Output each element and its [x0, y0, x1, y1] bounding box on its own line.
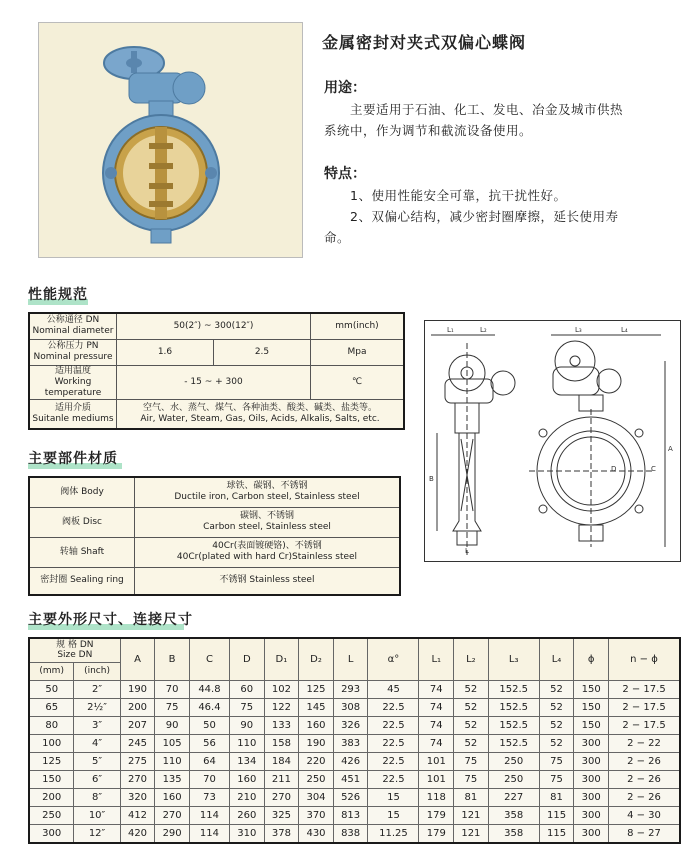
table-cell: 300: [574, 824, 609, 843]
part-material: 球铁、碳钢、不锈钢 Ductile iron, Carbon steel, Stainless steel: [135, 477, 401, 507]
table-cell: 15: [368, 806, 419, 824]
cell-value: 50(2″) ~ 300(12″): [117, 313, 311, 339]
svg-text:L₂: L₂: [480, 326, 487, 334]
col-header: C: [189, 638, 229, 680]
table-row: [29, 716, 680, 734]
col-header: L₃: [488, 638, 539, 680]
col-header: A: [120, 638, 155, 680]
table-cell: 293: [333, 680, 368, 698]
table-cell: 12″: [74, 824, 120, 843]
table-cell: 122: [264, 698, 299, 716]
table-cell: 2 − 17.5: [609, 698, 681, 716]
table-row: [29, 507, 400, 537]
part-name: 阀体 Body: [29, 477, 135, 507]
table-cell: 74: [419, 734, 454, 752]
table-cell: 75: [155, 698, 190, 716]
table-cell: 420: [120, 824, 155, 843]
size-header: 规 格 DN Size DN: [29, 638, 120, 662]
table-cell: 245: [120, 734, 155, 752]
table-row: [29, 365, 404, 399]
table-cell: 270: [120, 770, 155, 788]
table-cell: 2 − 22: [609, 734, 681, 752]
table-cell: 100: [29, 734, 74, 752]
table-cell: 200: [29, 788, 74, 806]
row-label: 适用介质 Suitanle mediums: [29, 399, 117, 429]
table-cell: 300: [574, 770, 609, 788]
table-cell: 118: [419, 788, 454, 806]
svg-text:L₄: L₄: [621, 326, 628, 334]
table-cell: 65: [29, 698, 74, 716]
table-cell: 358: [488, 806, 539, 824]
table-cell: 101: [419, 752, 454, 770]
table-cell: 260: [229, 806, 264, 824]
table-cell: 320: [120, 788, 155, 806]
table-cell: 74: [419, 716, 454, 734]
table-row: [29, 313, 404, 339]
table-cell: 179: [419, 806, 454, 824]
table-cell: 184: [264, 752, 299, 770]
table-cell: 526: [333, 788, 368, 806]
table-cell: 200: [120, 698, 155, 716]
table-cell: 52: [539, 734, 574, 752]
table-cell: 6″: [74, 770, 120, 788]
col-header: n − ϕ: [609, 638, 681, 680]
col-header: L₁: [419, 638, 454, 680]
table-cell: 70: [155, 680, 190, 698]
materials-table: [28, 476, 401, 596]
part-name: 密封圈 Sealing ring: [29, 567, 135, 595]
table-cell: 121: [454, 806, 489, 824]
table-cell: 75: [229, 698, 264, 716]
table-cell: 152.5: [488, 716, 539, 734]
cell-unit: ℃: [311, 365, 405, 399]
table-cell: 304: [299, 788, 334, 806]
size-inch-header: (inch): [74, 662, 120, 680]
table-row: [29, 399, 404, 429]
table-cell: 412: [120, 806, 155, 824]
table-cell: 56: [189, 734, 229, 752]
table-cell: 270: [155, 806, 190, 824]
table-cell: 838: [333, 824, 368, 843]
table-cell: 110: [155, 752, 190, 770]
svg-text:L₃: L₃: [575, 326, 582, 334]
table-cell: 110: [229, 734, 264, 752]
table-row: [29, 752, 680, 770]
table-cell: 125: [29, 752, 74, 770]
table-cell: 2 − 17.5: [609, 716, 681, 734]
table-cell: 74: [419, 698, 454, 716]
table-cell: 150: [574, 716, 609, 734]
svg-text:L₁: L₁: [447, 326, 454, 334]
table-cell: 45: [368, 680, 419, 698]
table-cell: 145: [299, 698, 334, 716]
table-cell: 378: [264, 824, 299, 843]
table-cell: 308: [333, 698, 368, 716]
table-cell: 150: [574, 698, 609, 716]
table-cell: 133: [264, 716, 299, 734]
table-cell: 64: [189, 752, 229, 770]
table-cell: 70: [189, 770, 229, 788]
table-cell: 52: [539, 716, 574, 734]
part-name: 阀板 Disc: [29, 507, 135, 537]
feature-item: 2、双偏心结构，减少密封圈摩擦，延长使用寿命。: [324, 209, 619, 245]
svg-text:D: D: [611, 465, 617, 473]
table-cell: 2½″: [74, 698, 120, 716]
table-cell: 250: [299, 770, 334, 788]
table-cell: 15: [368, 788, 419, 806]
table-row: [29, 567, 400, 595]
cell-value: 空气、水、蒸气、煤气、各种油类、酸类、碱类、盐类等。 Air, Water, Steam, Gas, Oils, Acids, Alkalis, Salts, etc.: [117, 399, 405, 429]
table-row: [29, 698, 680, 716]
table-cell: 158: [264, 734, 299, 752]
table-cell: 3″: [74, 716, 120, 734]
cell-unit: Mpa: [311, 339, 405, 365]
table-row: [29, 824, 680, 843]
table-cell: 22.5: [368, 770, 419, 788]
table-cell: 52: [454, 716, 489, 734]
table-cell: 250: [29, 806, 74, 824]
table-cell: 813: [333, 806, 368, 824]
table-cell: 300: [574, 752, 609, 770]
part-material: 不锈钢 Stainless steel: [135, 567, 401, 595]
table-cell: 52: [454, 698, 489, 716]
table-cell: 326: [333, 716, 368, 734]
table-cell: 227: [488, 788, 539, 806]
table-row: [29, 734, 680, 752]
table-cell: 211: [264, 770, 299, 788]
table-cell: 2 − 26: [609, 788, 681, 806]
table-cell: 114: [189, 824, 229, 843]
table-cell: 300: [29, 824, 74, 843]
table-cell: 152.5: [488, 680, 539, 698]
table-cell: 90: [229, 716, 264, 734]
features-heading: 特点：: [324, 166, 366, 182]
table-cell: 134: [229, 752, 264, 770]
part-material: 40Cr(表面镀硬铬)、不锈钢 40Cr(plated with hard Cr)Stainless steel: [135, 537, 401, 567]
performance-heading: 性能规范: [28, 287, 88, 303]
table-cell: 2 − 26: [609, 752, 681, 770]
table-row: [29, 537, 400, 567]
table-cell: 210: [229, 788, 264, 806]
table-cell: 4″: [74, 734, 120, 752]
table-row: [29, 339, 404, 365]
table-cell: 451: [333, 770, 368, 788]
table-cell: 75: [539, 752, 574, 770]
table-cell: 22.5: [368, 752, 419, 770]
table-cell: 430: [299, 824, 334, 843]
table-cell: 52: [539, 680, 574, 698]
col-header: D₂: [299, 638, 334, 680]
cell-value: - 15 ~ + 300: [117, 365, 311, 399]
dimensions-heading: 主要外形尺寸、连接尺寸: [28, 612, 193, 628]
table-header-row: [29, 638, 680, 662]
svg-text:C: C: [651, 465, 656, 473]
col-header: B: [155, 638, 190, 680]
dimensions-table: [28, 637, 681, 844]
table-cell: 152.5: [488, 698, 539, 716]
cell-value: 1.6: [117, 339, 214, 365]
feature-item: 1、使用性能安全可靠，抗干扰性好。: [350, 188, 567, 203]
table-cell: 383: [333, 734, 368, 752]
table-cell: 81: [539, 788, 574, 806]
usage-text: 主要适用于石油、化工、发电、冶金及城市供热系统中，作为调节和截流设备使用。: [324, 102, 624, 138]
table-cell: 2″: [74, 680, 120, 698]
table-cell: 11.25: [368, 824, 419, 843]
table-cell: 22.5: [368, 716, 419, 734]
performance-table: [28, 312, 405, 430]
col-header: α°: [368, 638, 419, 680]
valve-dimension-drawing: [425, 321, 680, 561]
usage-heading: 用途：: [324, 80, 366, 96]
table-cell: 44.8: [189, 680, 229, 698]
table-cell: 8 − 27: [609, 824, 681, 843]
table-row: [29, 477, 400, 507]
row-label: 公称压力 PN Nominal pressure: [29, 339, 117, 365]
table-cell: 160: [155, 788, 190, 806]
technical-drawing: [424, 320, 681, 562]
table-cell: 426: [333, 752, 368, 770]
materials-heading: 主要部件材质: [28, 451, 118, 467]
table-cell: 190: [299, 734, 334, 752]
table-cell: 150: [574, 680, 609, 698]
table-cell: 250: [488, 752, 539, 770]
table-cell: 5″: [74, 752, 120, 770]
table-cell: 50: [29, 680, 74, 698]
table-cell: 310: [229, 824, 264, 843]
table-row: [29, 788, 680, 806]
table-cell: 90: [155, 716, 190, 734]
svg-text:A: A: [668, 445, 673, 453]
table-cell: 220: [299, 752, 334, 770]
col-header: L₂: [454, 638, 489, 680]
table-row: [29, 680, 680, 698]
table-row: [29, 770, 680, 788]
table-cell: 81: [454, 788, 489, 806]
table-cell: 52: [454, 734, 489, 752]
table-cell: 8″: [74, 788, 120, 806]
col-header: D₁: [264, 638, 299, 680]
table-cell: 150: [29, 770, 74, 788]
table-cell: 207: [120, 716, 155, 734]
size-mm-header: (mm): [29, 662, 74, 680]
table-cell: 250: [488, 770, 539, 788]
cell-value: 2.5: [214, 339, 311, 365]
table-cell: 300: [574, 734, 609, 752]
col-header: ϕ: [574, 638, 609, 680]
part-material: 碳钢、不锈钢 Carbon steel, Stainless steel: [135, 507, 401, 537]
cell-unit: mm(inch): [311, 313, 405, 339]
table-cell: 300: [574, 788, 609, 806]
svg-text:L: L: [465, 547, 469, 555]
table-cell: 125: [299, 680, 334, 698]
col-header: D: [229, 638, 264, 680]
table-cell: 75: [454, 770, 489, 788]
part-name: 转轴 Shaft: [29, 537, 135, 567]
table-cell: 73: [189, 788, 229, 806]
table-cell: 22.5: [368, 698, 419, 716]
table-cell: 75: [454, 752, 489, 770]
table-cell: 10″: [74, 806, 120, 824]
table-cell: 2 − 26: [609, 770, 681, 788]
svg-text:B: B: [429, 475, 434, 483]
product-photo: [38, 22, 303, 258]
table-cell: 46.4: [189, 698, 229, 716]
table-cell: 102: [264, 680, 299, 698]
table-cell: 50: [189, 716, 229, 734]
butterfly-valve-image: [39, 23, 302, 257]
table-cell: 80: [29, 716, 74, 734]
col-header: L₄: [539, 638, 574, 680]
table-cell: 4 − 30: [609, 806, 681, 824]
row-label: 适用温度 Working temperature: [29, 365, 117, 399]
table-cell: 114: [189, 806, 229, 824]
table-cell: 290: [155, 824, 190, 843]
table-cell: 75: [539, 770, 574, 788]
table-cell: 152.5: [488, 734, 539, 752]
table-cell: 270: [264, 788, 299, 806]
table-cell: 60: [229, 680, 264, 698]
table-cell: 115: [539, 806, 574, 824]
table-cell: 370: [299, 806, 334, 824]
table-cell: 74: [419, 680, 454, 698]
table-cell: 105: [155, 734, 190, 752]
table-cell: 52: [539, 698, 574, 716]
table-cell: 325: [264, 806, 299, 824]
table-cell: 52: [454, 680, 489, 698]
col-header: L: [333, 638, 368, 680]
table-cell: 300: [574, 806, 609, 824]
table-cell: 190: [120, 680, 155, 698]
product-title: 金属密封对夹式双偏心蝶阀: [322, 33, 527, 52]
table-cell: 275: [120, 752, 155, 770]
table-cell: 101: [419, 770, 454, 788]
table-cell: 135: [155, 770, 190, 788]
table-cell: 115: [539, 824, 574, 843]
table-cell: 160: [299, 716, 334, 734]
table-cell: 121: [454, 824, 489, 843]
table-cell: 358: [488, 824, 539, 843]
table-cell: 2 − 17.5: [609, 680, 681, 698]
table-cell: 160: [229, 770, 264, 788]
row-label: 公称通径 DN Nominal diameter: [29, 313, 117, 339]
table-cell: 22.5: [368, 734, 419, 752]
table-cell: 179: [419, 824, 454, 843]
table-row: [29, 806, 680, 824]
